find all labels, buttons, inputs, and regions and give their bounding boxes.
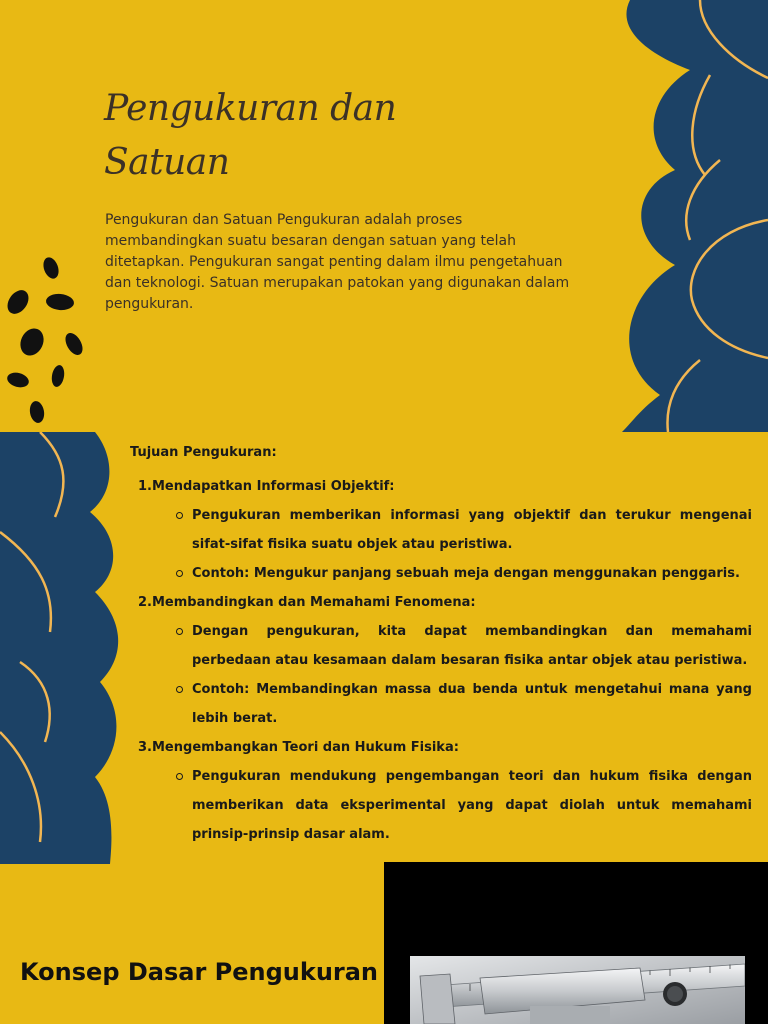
- black-seed-dots-decoration: [0, 250, 95, 430]
- goals-heading: Tujuan Pengukuran:: [130, 445, 277, 460]
- circle-bullet-icon: [176, 628, 183, 635]
- goal-list: [130, 472, 752, 849]
- goals-section: [130, 440, 752, 849]
- goal-number: 2.: [138, 595, 152, 610]
- circle-bullet-icon: [176, 686, 183, 693]
- goal-sub-text: Pengukuran memberikan informasi yang objektif dan terukur mengenai sifat-sifat fisika suatu objek atau peristiwa.: [192, 508, 752, 552]
- goal-sub-item: [176, 559, 752, 588]
- goal-title: Membandingkan dan Memahami Fenomena:: [152, 595, 476, 610]
- goal-sub-text: Contoh: Mengukur panjang sebuah meja dengan menggunakan penggaris.: [192, 566, 740, 581]
- goal-sub-list: [152, 762, 752, 849]
- goal-sub-item: [176, 617, 752, 675]
- intro-paragraph: Pengukuran dan Satuan Pengukuran adalah proses membandingkan suatu besaran dengan satuan yang telah ditetapkan. Pengukuran sangat penting dalam ilmu pengetahuan dan teknologi. Satuan merupakan patokan yang digunakan dalam pengukuran.: [105, 212, 570, 312]
- circle-bullet-icon: [176, 512, 183, 519]
- goal-number: 1.: [138, 479, 152, 494]
- section-title: Konsep Dasar Pengukuran: [20, 958, 379, 986]
- goal-title: Mengembangkan Teori dan Hukum Fisika:: [152, 740, 459, 755]
- goal-item: [130, 733, 752, 849]
- navy-wave-decoration-left: [0, 432, 130, 864]
- page-title: Pengukuran dan Satuan: [104, 88, 397, 183]
- circle-bullet-icon: [176, 570, 183, 577]
- goal-sub-text: Pengukuran mendukung pengembangan teori dan hukum fisika dengan memberikan data eksperimental yang dapat diolah untuk memahami prinsip-prinsip dasar alam.: [192, 769, 752, 842]
- circle-bullet-icon: [176, 773, 183, 780]
- vernier-caliper-photo: [410, 956, 745, 1024]
- goal-sub-list: [152, 617, 752, 733]
- goal-sub-text: Dengan pengukuran, kita dapat membandingkan dan memahami perbedaan atau kesamaan dalam besaran fisika antar objek atau peristiwa.: [192, 624, 752, 668]
- goal-sub-item: [176, 675, 752, 733]
- goal-sub-item: [176, 762, 752, 849]
- goal-item: [130, 472, 752, 588]
- goal-sub-text: Contoh: Membandingkan massa dua benda untuk mengetahui mana yang lebih berat.: [192, 682, 752, 726]
- goal-sub-list: [152, 501, 752, 588]
- goal-sub-item: [176, 501, 752, 559]
- goal-title: Mendapatkan Informasi Objektif:: [152, 479, 395, 494]
- goal-number: 3.: [138, 740, 152, 755]
- goal-item: [130, 588, 752, 733]
